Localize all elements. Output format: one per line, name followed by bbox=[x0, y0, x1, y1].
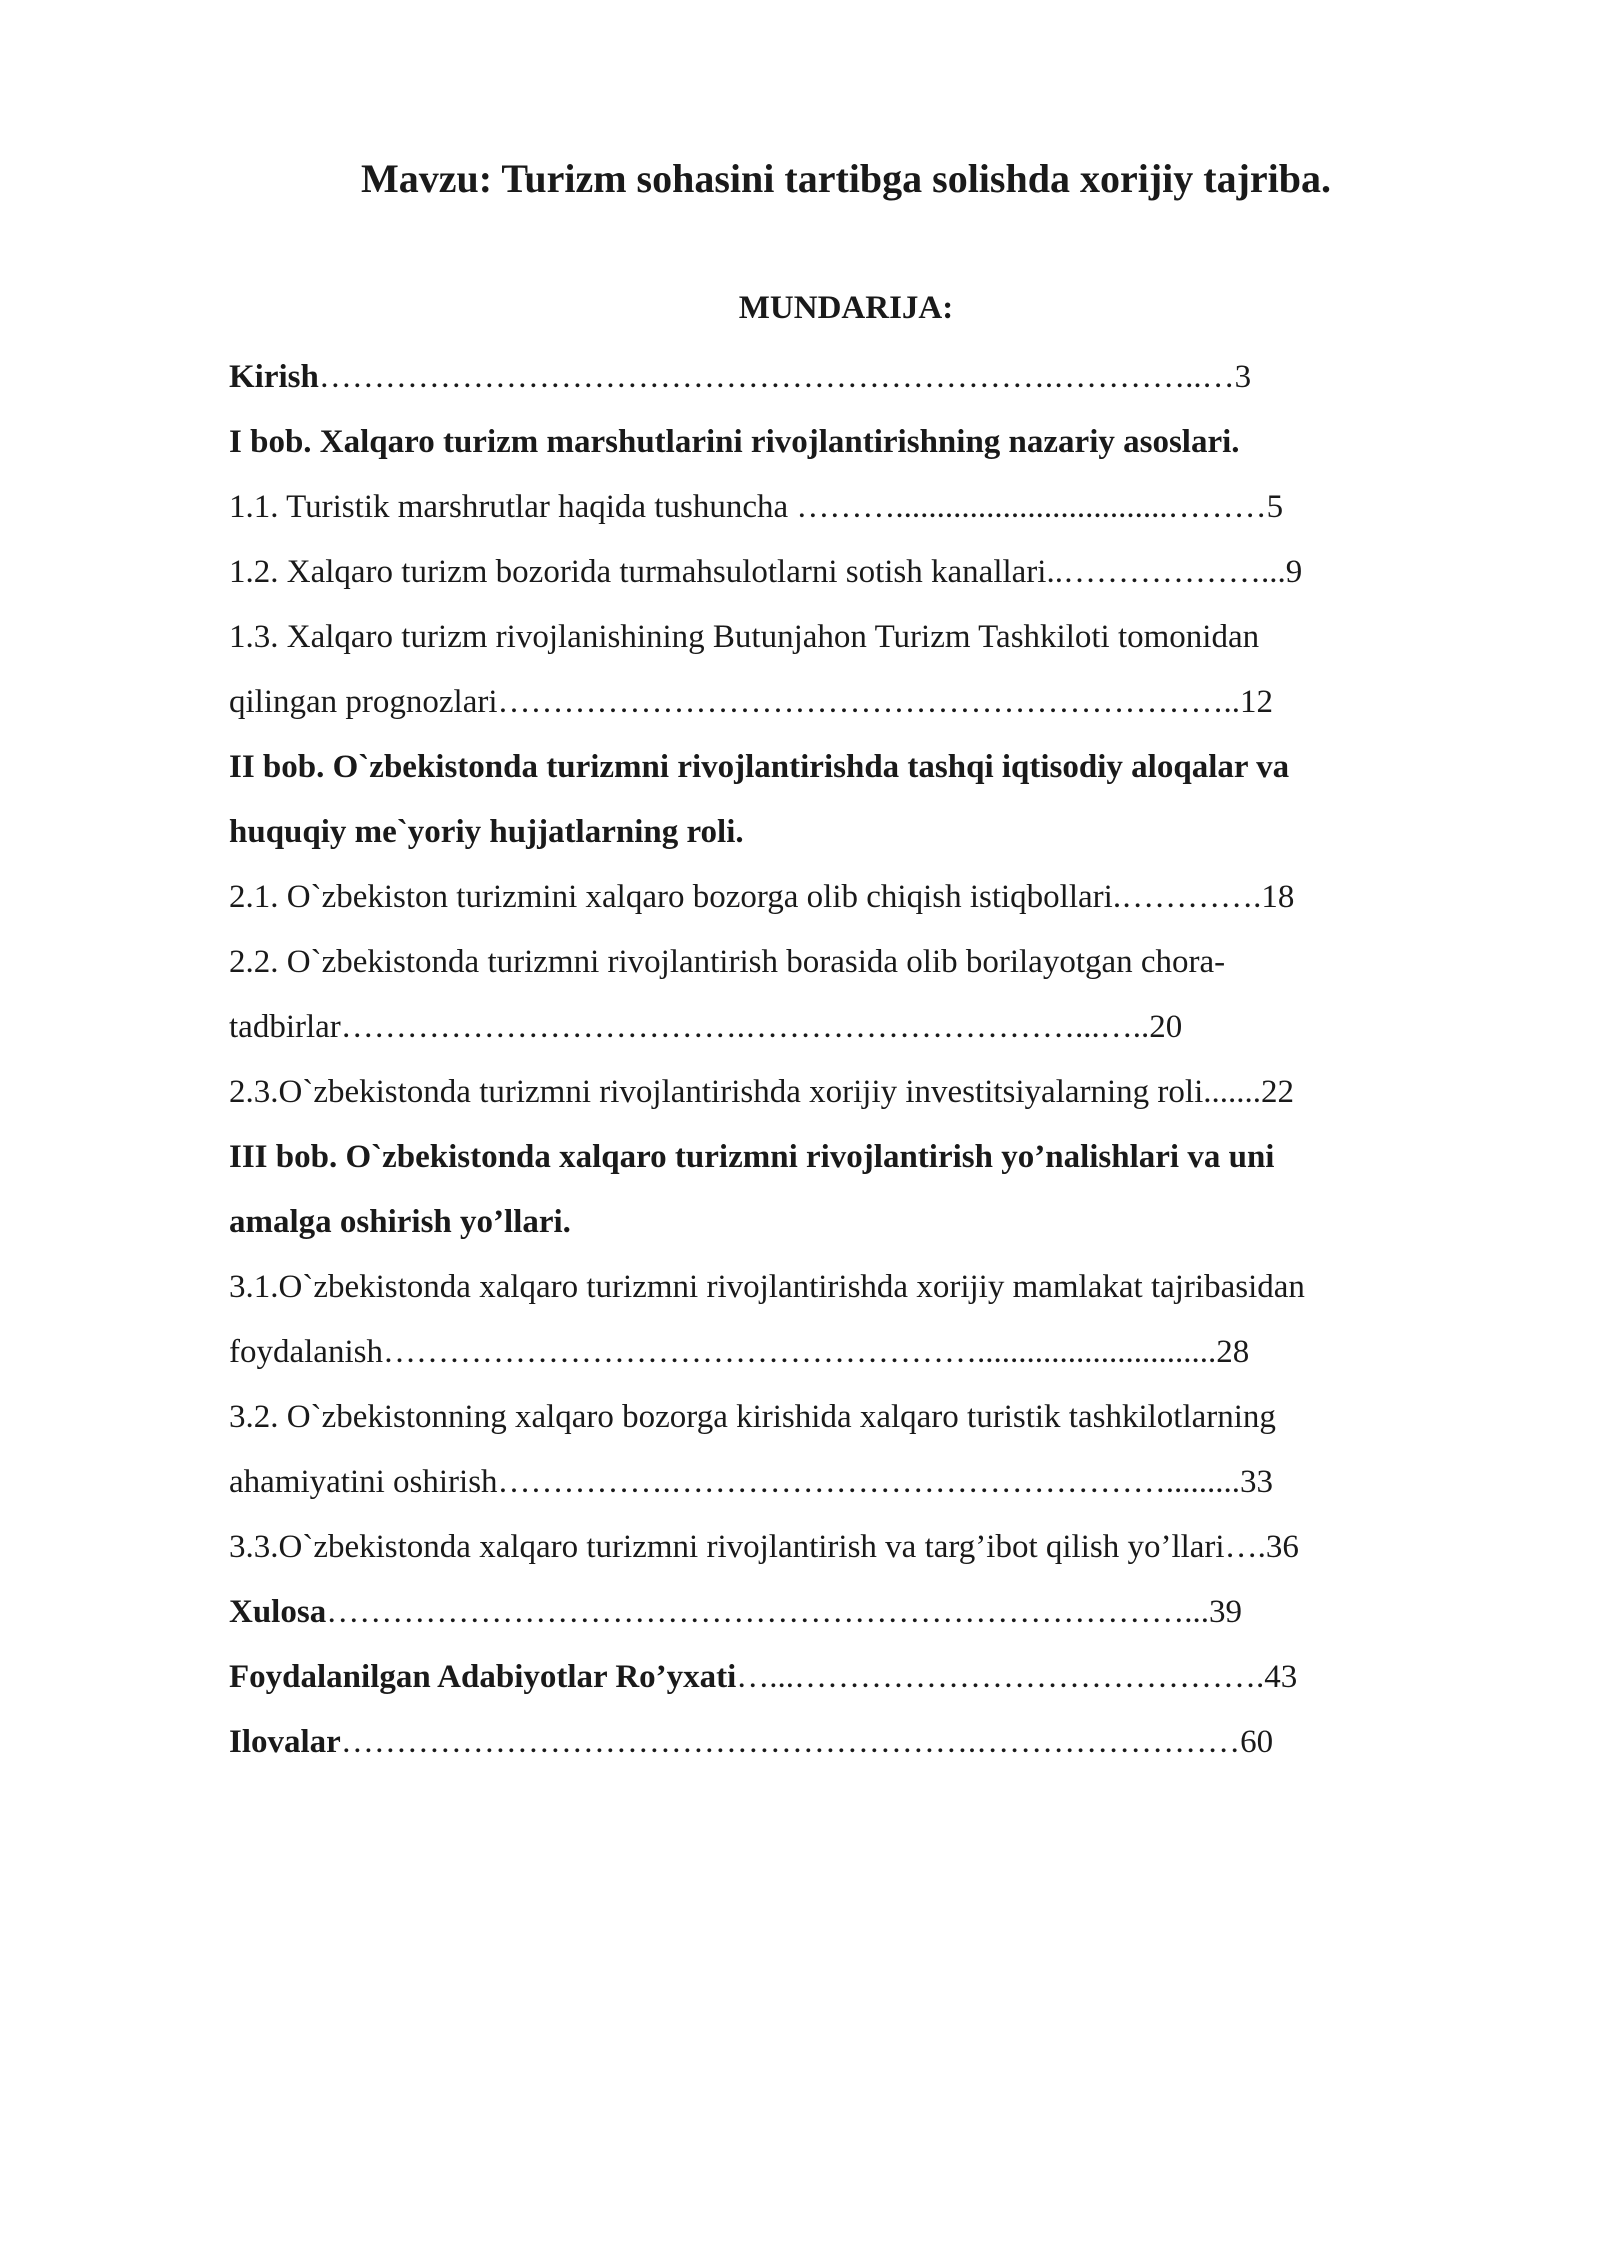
toc-line-label: III bob. O`zbekistonda xalqaro turizmni rivojlantirish yo’nalishlari va uni bbox=[229, 1139, 1275, 1175]
toc-line-text: tadbirlar……………………………….…………………………...…..20 bbox=[229, 1009, 1183, 1045]
toc-line bbox=[229, 410, 1461, 475]
toc-line bbox=[229, 1515, 1461, 1580]
toc-line bbox=[229, 800, 1461, 865]
toc-line-text: qilingan prognozlari…………………………………………………………..12 bbox=[229, 684, 1274, 720]
toc-line-text: 3.3.O`zbekistonda xalqaro turizmni rivojlantirish va targ’ibot qilish yo’llari….36 bbox=[229, 1529, 1299, 1565]
toc-line bbox=[229, 345, 1461, 410]
toc-line bbox=[229, 995, 1461, 1060]
toc-line-text: ………………………………………………………….…………..…3 bbox=[318, 359, 1252, 395]
toc-line-text: …...…………………………………….43 bbox=[736, 1659, 1298, 1695]
toc-line-label: II bob. O`zbekistonda turizmni rivojlantirishda tashqi iqtisodiy aloqalar va bbox=[229, 749, 1290, 785]
toc-line bbox=[229, 1580, 1461, 1645]
toc-line-text: 1.3. Xalqaro turizm rivojlanishining Butunjahon Turizm Tashkiloti tomonidan bbox=[229, 619, 1260, 655]
toc-line-label: I bob. Xalqaro turizm marshutlarini rivojlantirishning nazariy asoslari. bbox=[229, 424, 1240, 460]
toc-line bbox=[229, 670, 1461, 735]
toc-line-text: 2.1. O`zbekiston turizmini xalqaro bozorga olib chiqish istiqbollari.………….18 bbox=[229, 879, 1295, 915]
toc-line bbox=[229, 1125, 1461, 1190]
toc-line bbox=[229, 1450, 1461, 1515]
toc-line-text: 3.1.O`zbekistonda xalqaro turizmni rivojlantirishda xorijiy mamlakat tajribasidan bbox=[229, 1269, 1305, 1305]
toc-line-text: foydalanish……………………………………………….............................28 bbox=[229, 1334, 1250, 1370]
toc-line-label: huquqiy me`yoriy hujjatlarning roli. bbox=[229, 814, 744, 850]
toc-line bbox=[229, 605, 1461, 670]
toc-line-label: Foydalanilgan Adabiyotlar Ro’yxati bbox=[229, 1659, 737, 1695]
toc-line-text: 1.1. Turistik marshrutlar haqida tushuncha ……….................................………5 bbox=[229, 489, 1284, 525]
toc-line bbox=[229, 1060, 1461, 1125]
table-of-contents bbox=[229, 345, 1461, 1775]
toc-line bbox=[229, 1320, 1461, 1385]
toc-line bbox=[229, 1190, 1461, 1255]
toc-line-text: 2.3.O`zbekistonda turizmni rivojlantirishda xorijiy investitsiyalarning roli.......22 bbox=[229, 1074, 1294, 1110]
toc-line bbox=[229, 475, 1461, 540]
toc-line-text: ahamiyatini oshirish…………….……………………………………….........33 bbox=[229, 1464, 1274, 1500]
toc-line bbox=[229, 930, 1461, 995]
toc-heading: MUNDARIJA: bbox=[738, 290, 954, 326]
toc-line-label: amalga oshirish yo’llari. bbox=[229, 1204, 571, 1240]
toc-line bbox=[229, 865, 1461, 930]
toc-line-label: Xulosa bbox=[229, 1594, 327, 1630]
toc-line-text: 3.2. O`zbekistonning xalqaro bozorga kirishida xalqaro turistik tashkilotlarning bbox=[229, 1399, 1276, 1435]
toc-line bbox=[229, 1645, 1461, 1710]
toc-line bbox=[229, 540, 1461, 605]
toc-line-text: ………………………………………………….……………………60 bbox=[340, 1724, 1274, 1760]
toc-line bbox=[229, 1710, 1461, 1775]
toc-line bbox=[229, 1255, 1461, 1320]
toc-line-label: Kirish bbox=[229, 359, 319, 395]
toc-line-text: 2.2. O`zbekistonda turizmni rivojlantirish borasida olib borilayotgan chora- bbox=[229, 944, 1226, 980]
toc-line-label: Ilovalar bbox=[229, 1724, 341, 1760]
document-title: Mavzu: Turizm sohasini tartibga solishda xorijiy tajriba. bbox=[360, 156, 1332, 201]
toc-line bbox=[229, 1385, 1461, 1450]
toc-line bbox=[229, 735, 1461, 800]
toc-line-text: ……………………………………………………………………...39 bbox=[326, 1594, 1242, 1630]
toc-line-text: 1.2. Xalqaro turizm bozorida turmahsulotlarni sotish kanallari..………………...9 bbox=[229, 554, 1303, 590]
